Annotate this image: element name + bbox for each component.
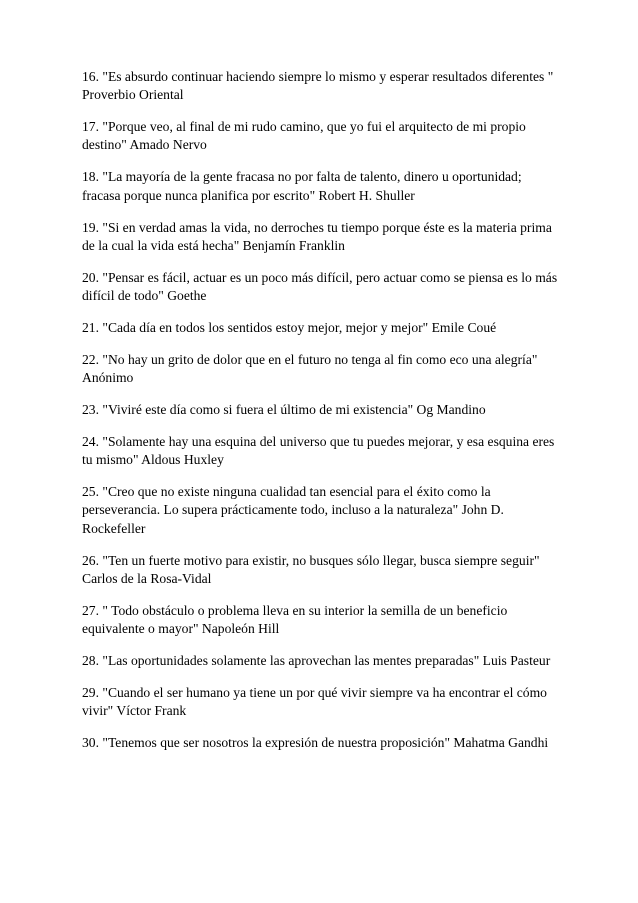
quote-20: 20. "Pensar es fácil, actuar es un poco más difícil, pero actuar como se piensa es lo más difícil de todo" Goethe [82, 269, 558, 304]
quote-23: 23. "Viviré este día como si fuera el último de mi existencia" Og Mandino [82, 402, 486, 418]
quote-30: 30. "Tenemos que ser nosotros la expresión de nuestra proposición" Mahatma Gandhi [82, 735, 549, 751]
quote-28: 28. "Las oportunidades solamente las aprovechan las mentes preparadas" Luis Pasteur [82, 652, 551, 668]
quote-19: 19. "Si en verdad amas la vida, no derroches tu tiempo porque éste es la materia prima de la cual la vida está hecha" Benjamín Franklin [82, 219, 552, 253]
quote-list [82, 68, 562, 766]
quote-17: 17. "Porque veo, al final de mi rudo camino, que yo fui el arquitecto de mi propio destino" Amado Nervo [82, 119, 526, 153]
quote-25: 25. "Creo que no existe ninguna cualidad tan esencial para el éxito como la perseverancia. Lo supera prácticamente todo, incluso a la naturaleza" John D. Rockefeller [82, 484, 504, 536]
quote-26: 26. "Ten un fuerte motivo para existir, no busques sólo llegar, busca siempre seguir" Carlos de la Rosa-Vidal [82, 552, 540, 586]
quote-16: 16. "Es absurdo continuar haciendo siempre lo mismo y esperar resultados diferentes " Proverbio Oriental [82, 69, 554, 103]
quote-21: 21. "Cada día en todos los sentidos estoy mejor, mejor y mejor" Emile Coué [82, 319, 497, 335]
quote-18: 18. "La mayoría de la gente fracasa no por falta de talento, dinero u oportunidad; fracasa porque nunca planifica por escrito" Robert H. Shuller [82, 169, 522, 203]
quote-27: 27. " Todo obstáculo o problema lleva en su interior la semilla de un beneficio equivalente o mayor" Napoleón Hill [82, 602, 508, 637]
quote-24: 24. "Solamente hay una esquina del universo que tu puedes mejorar, y esa esquina eres tu mismo" Aldous Huxley [82, 433, 555, 468]
quote-22: 22. "No hay un grito de dolor que en el futuro no tenga al fin como eco una alegría" Anónimo [82, 351, 538, 386]
quote-29: 29. "Cuando el ser humano ya tiene un por qué vivir siempre va ha encontrar el cómo vivir" Víctor Frank [82, 684, 547, 719]
